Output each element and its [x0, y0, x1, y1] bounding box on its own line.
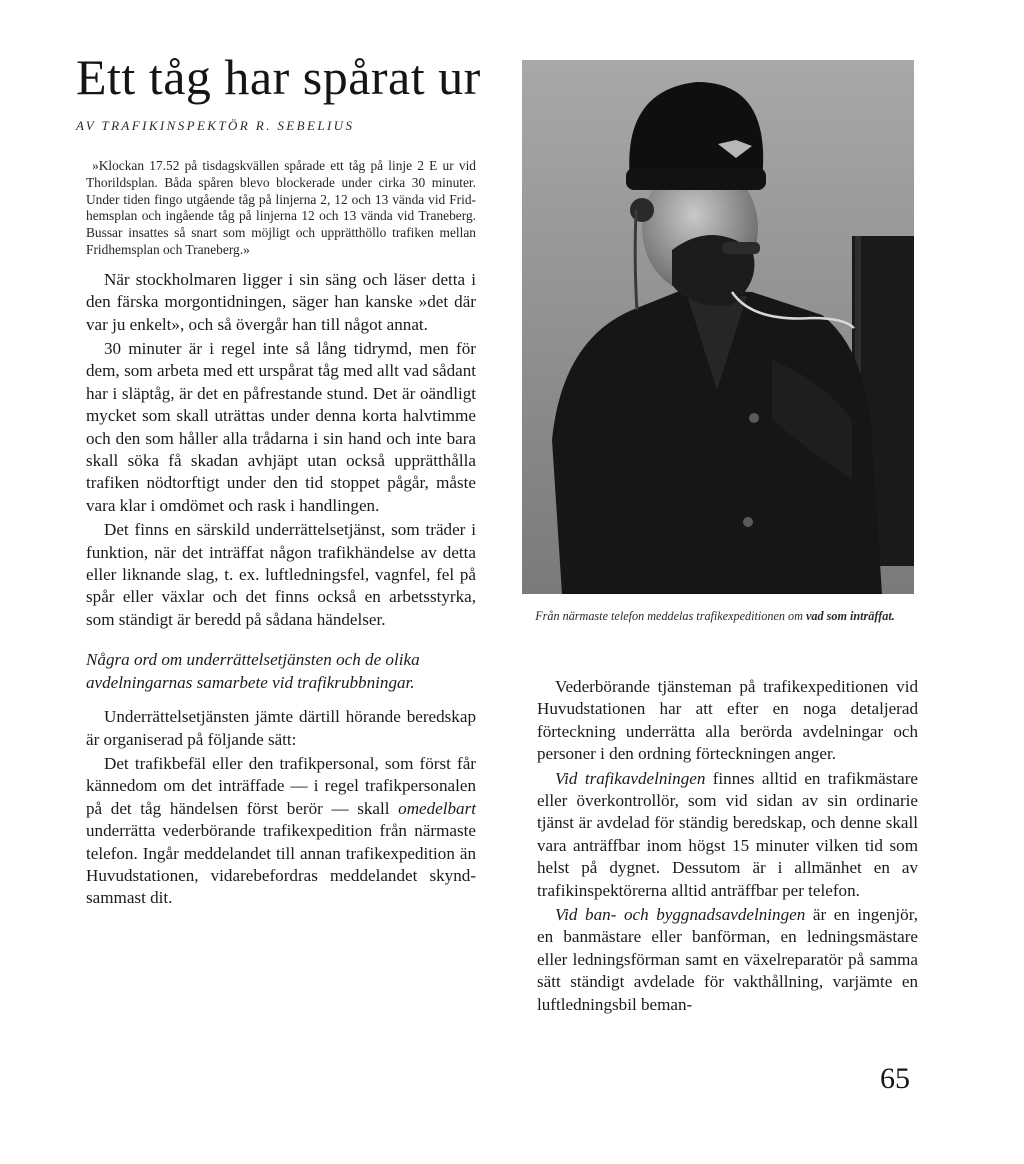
section-heading: Några ord om underrättelsetjänsten och de olika avdelningarnas samarbete vid trafikrubbningar.	[86, 650, 420, 692]
photo-caption	[512, 608, 918, 625]
italic-lead: Vid trafikavdelningen	[555, 768, 706, 788]
paragraph	[86, 753, 476, 910]
page-number: 65	[880, 1062, 910, 1095]
photo-conductor-on-telephone	[522, 60, 914, 594]
right-column	[537, 674, 918, 1016]
paragraph-text: är en ingenjör, en banmästare eller banförman, en ledningsmästare eller ledningsförman samt en växelreparatör på samma sätt ständigt avdelade för vakthållning, varjämte en luftledningsbil beman-	[537, 905, 918, 1014]
emphasis-text: omedelbart	[398, 798, 476, 818]
paragraph-text: finnes alltid en trafikmästare eller överkontrollör, som vid sidan av sin ordinarie tjänst är avdelad för ständig beredskap, och denne skall vara anträffbar inom högst 15 minuter vilken tid som helst på dygnet. Dessutom är i allmänhet en av trafikinspektörerna alltid anträffbar per telefon.	[537, 768, 918, 900]
paragraph: 30 minuter är i regel inte så lång tidrymd, men för dem, som arbeta med ett urspårat tåg med allt vad sådant har i släptåg, är det en påfrestande stund. Det är oändligt mycket som skall uträttas under denna korta halvtimme och den som håller alla trådarna i sin hand och inte bara skall söka få skadan avhjäpt utan också upprätthålla trafiken nödtorftigt under den tid stoppet pågår, måste vara klar i omdömet och rask i handlingen.	[86, 339, 476, 515]
paragraph	[537, 768, 918, 902]
article-byline: AV TRAFIKINSPEKTÖR R. SEBELIUS	[76, 118, 355, 133]
paragraph: Underrättelsetjänsten jämte därtill hörande beredskap är organiserad på följande sätt:	[86, 707, 476, 749]
paragraph: Vederbörande tjänsteman på trafikexpeditionen vid Huvudstationen har att efter en noga detaljerad förteckning underrätta alla berörda avdelningar och personer i den ordning förteckningen anger.	[537, 677, 918, 764]
italic-lead: Vid ban- och byggnadsavdelningen	[555, 905, 806, 925]
paragraph: Det finns en särskild underrättelsetjänst, som träder i funktion, när det inträffat någon trafikhändelse av detta eller liknande slag, t. ex. luftledningsfel, vagnfel, fel på spår eller växlar och det finns också en arbetsstyrka, som ständigt är beredd på sådana händelser.	[86, 520, 476, 629]
news-quote: »Klockan 17.52 på tisdagskvällen spårade ett tåg på linje 2 E ur vid Thorildsplan. Båda spåren blevo blockerade under cirka 30 minuter. Under tiden fingo utgående tåg på linjerna 2, 12 och 13 vända vid Fridhemsplan och ingående tåg på linjerna 12 och 13 vända vid Traneberg. Bussar insattes så snart som möjligt och upprätthöllo trafiken mellan Fridhemsplan och Traneberg.»	[86, 158, 476, 257]
paragraph-text: underrätta vederbörande trafikexpedition från närmaste telefon. Ingår meddelandet till annan trafikexpedition än Huvudstationen, vidarebefordras meddelandet skyndsammast dit.	[86, 821, 476, 908]
paragraph: När stockholmaren ligger i sin säng och läser detta i den färska morgontidningen, säger han kanske »det där var ju enkelt», och så övergår han till något annat.	[86, 269, 476, 334]
caption-bold-text: vad som inträffat.	[805, 609, 895, 623]
caption-text: Från närmaste telefon meddelas trafikexpeditionen om	[535, 609, 806, 623]
article-title: Ett tåg har spårat ur	[76, 49, 481, 105]
paragraph-text: Det trafikbefäl eller den trafikpersonal, som först får kännedom om det inträffade — i regel trafikpersonalen på det tåg händelsen först berör — skall	[86, 753, 476, 818]
left-column	[86, 158, 476, 910]
paragraph	[537, 904, 918, 1016]
